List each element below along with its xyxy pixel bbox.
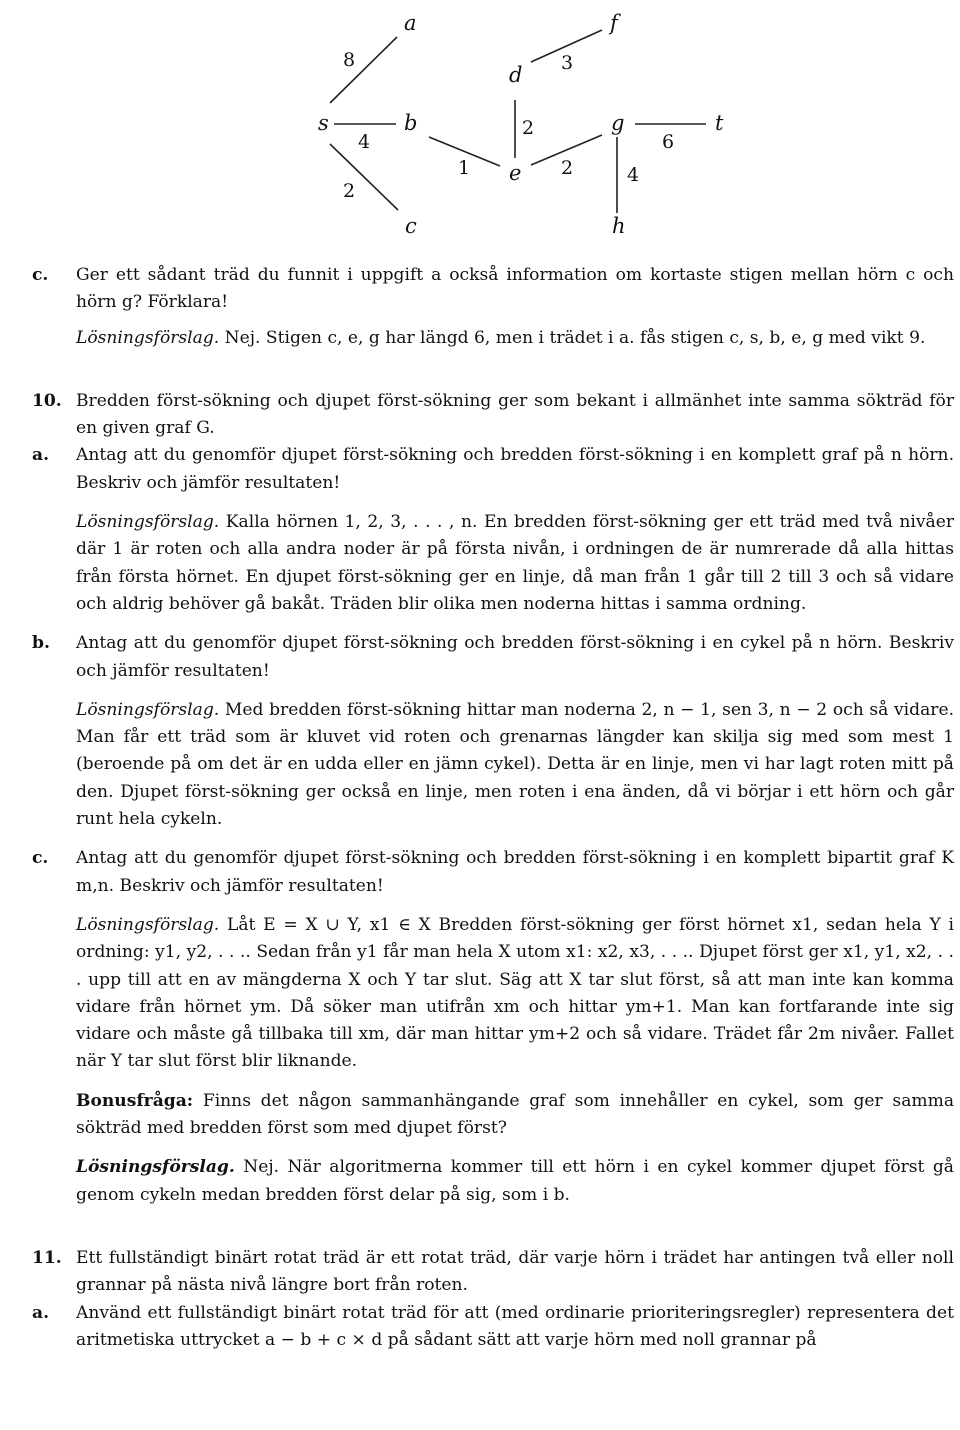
weight-g-h: 4 — [627, 164, 640, 186]
bonus-question — [32, 1088, 954, 1209]
solution-label: Lösningsförslag. — [76, 327, 220, 348]
node-f: f — [610, 11, 618, 35]
weight-e-d: 2 — [522, 117, 535, 139]
solution-label: Lösningsförslag. — [76, 914, 220, 935]
solution-label: Lösningsförslag. — [76, 1157, 235, 1178]
node-a: a — [404, 11, 417, 35]
node-d: d — [509, 63, 523, 87]
weight-s-b: 4 — [358, 131, 371, 153]
node-e: e — [509, 161, 522, 185]
solution-paragraph — [76, 325, 954, 352]
subtask-label: c. — [32, 265, 49, 285]
subtask-c-prev — [32, 262, 954, 352]
subtask-10b — [32, 630, 954, 833]
weight-s-c: 2 — [343, 180, 356, 202]
weight-g-t: 6 — [662, 131, 675, 153]
solution-text: Kalla hörnen 1, 2, 3, . . . , n. En bredden först-sökning ger ett träd med två nivåer där 1 är roten och alla andra noder är på första nivån, i ordningen de är numrerade då alla hittas från första hörnet. En djupet först-sökning ger en linje, då man från 1 går till 2 till 3 och så vidare och aldrig behöver gå bakåt. Träden blir olika men noderna hittas i samma ordning. — [76, 512, 954, 614]
subtask-question: Antag att du genomför djupet först-sökning och bredden först-sökning i en komplett graf på n hörn. Beskriv och jämför resultaten! — [76, 445, 954, 493]
solution-paragraph — [76, 912, 954, 1076]
subtask-11a — [32, 1300, 954, 1355]
node-g: g — [611, 111, 625, 135]
graph-edges — [330, 30, 706, 213]
solution-text: Med bredden först-sökning hittar man noderna 2, n − 1, sen 3, n − 2 och så vidare. Man får ett träd som är kluvet vid roten och grenarnas längder kan skilja sig med som mest 1 (beroende på om det är en udda eller en jämn cykel). Detta är en linje, men vi har lagt roten mitt på den. Djupet först-sökning ger också en linje, men roten i ena änden, då vi börjar i ett hörn och går runt hela cykeln. — [76, 699, 954, 830]
subtask-label: a. — [32, 445, 50, 466]
solution-text: Nej. När algoritmerna kommer till ett hörn i en cykel kommer djupet först gå genom cykeln medan bredden först delar på sig, som i b. — [76, 1157, 954, 1205]
problem-11 — [32, 1245, 954, 1300]
node-b: b — [404, 111, 418, 135]
weighted-graph-diagram — [0, 0, 960, 262]
edge-s-c — [330, 144, 398, 210]
subtask-question: Antag att du genomför djupet först-sökning och bredden först-sökning i en komplett bipartit graf K m,n. Beskriv och jämför resultaten! — [76, 848, 954, 896]
node-t: t — [715, 111, 724, 135]
subtask-label: b. — [32, 633, 50, 654]
solution-text: Nej. Stigen c, e, g har längd 6, men i trädet i a. fås stigen c, s, b, e, g med vikt 9. — [224, 327, 926, 348]
weight-d-f: 3 — [561, 52, 574, 74]
subtask-question: Ger ett sådant träd du funnit i uppgift a också information om kortaste stigen mellan hörn c och hörn g? Förklara! — [76, 265, 954, 313]
subtask-label: c. — [32, 848, 49, 869]
subtask-10a — [32, 442, 954, 618]
solution-paragraph — [76, 509, 954, 618]
solution-label: Lösningsförslag. — [76, 512, 220, 533]
problem-number: 10. — [32, 390, 62, 411]
node-h: h — [612, 214, 626, 238]
weight-s-a: 8 — [343, 49, 356, 71]
subtask-label: a. — [32, 1302, 50, 1323]
solution-text: Låt E = X ∪ Y, x1 ∈ X Bredden först-sökning ger först hörnet x1, sedan hela Y i ordning: y1, y2, . . .. Sedan från y1 får man hela X utom x1: x2, x3, . . .. Djupet först ger x1, y1, x2, . . . upp till att en av mängderna X och Y tar slut. Säg att X tar slut först, så att man inte kan komma vidare från hörnet ym. Då söker man utifrån xm och hittar ym+1. Man kan fortfarande inte sig vidare och måste gå tillbaka till xm, där man hittar ym+2 och så vidare. Trädet får 2m nivåer. Fallet när Y tar slut först blir liknande. — [76, 914, 955, 1072]
solution-paragraph — [76, 697, 954, 833]
problem-intro: Bredden först-sökning och djupet först-sökning ger som bekant i allmänhet inte samma sökträd för en given graf G. — [76, 390, 954, 439]
bonus-label: Bonusfråga: — [76, 1090, 194, 1111]
node-c: c — [405, 214, 417, 238]
problem-10 — [32, 388, 954, 443]
subtask-10c — [32, 845, 954, 1075]
node-s: s — [318, 111, 329, 135]
problem-number: 11. — [32, 1247, 62, 1268]
edge-s-a — [330, 37, 397, 103]
weight-e-g: 2 — [561, 157, 574, 179]
solution-label: Lösningsförslag. — [76, 699, 220, 720]
problem-intro: Ett fullständigt binärt rotat träd är ett rotat träd, där varje hörn i trädet har antingen två eller noll grannar på nästa nivå längre bort från roten. — [76, 1247, 954, 1296]
bonus-text: Finns det någon sammanhängande graf som innehåller en cykel, som ger samma sökträd med bredden först som med djupet först? — [76, 1090, 955, 1139]
solution-paragraph — [76, 1154, 954, 1209]
subtask-question: Antag att du genomför djupet först-sökning och bredden först-sökning i en cykel på n hörn. Beskriv och jämför resultaten! — [76, 633, 954, 681]
weight-b-e: 1 — [458, 157, 471, 179]
document-body — [32, 262, 954, 1354]
bonus-paragraph — [76, 1088, 954, 1143]
subtask-question: Använd ett fullständigt binärt rotat träd för att (med ordinarie prioriteringsregler) representera det aritmetiska uttrycket a − b + c × d på sådant sätt att varje hörn med noll grannar på — [76, 1302, 954, 1350]
